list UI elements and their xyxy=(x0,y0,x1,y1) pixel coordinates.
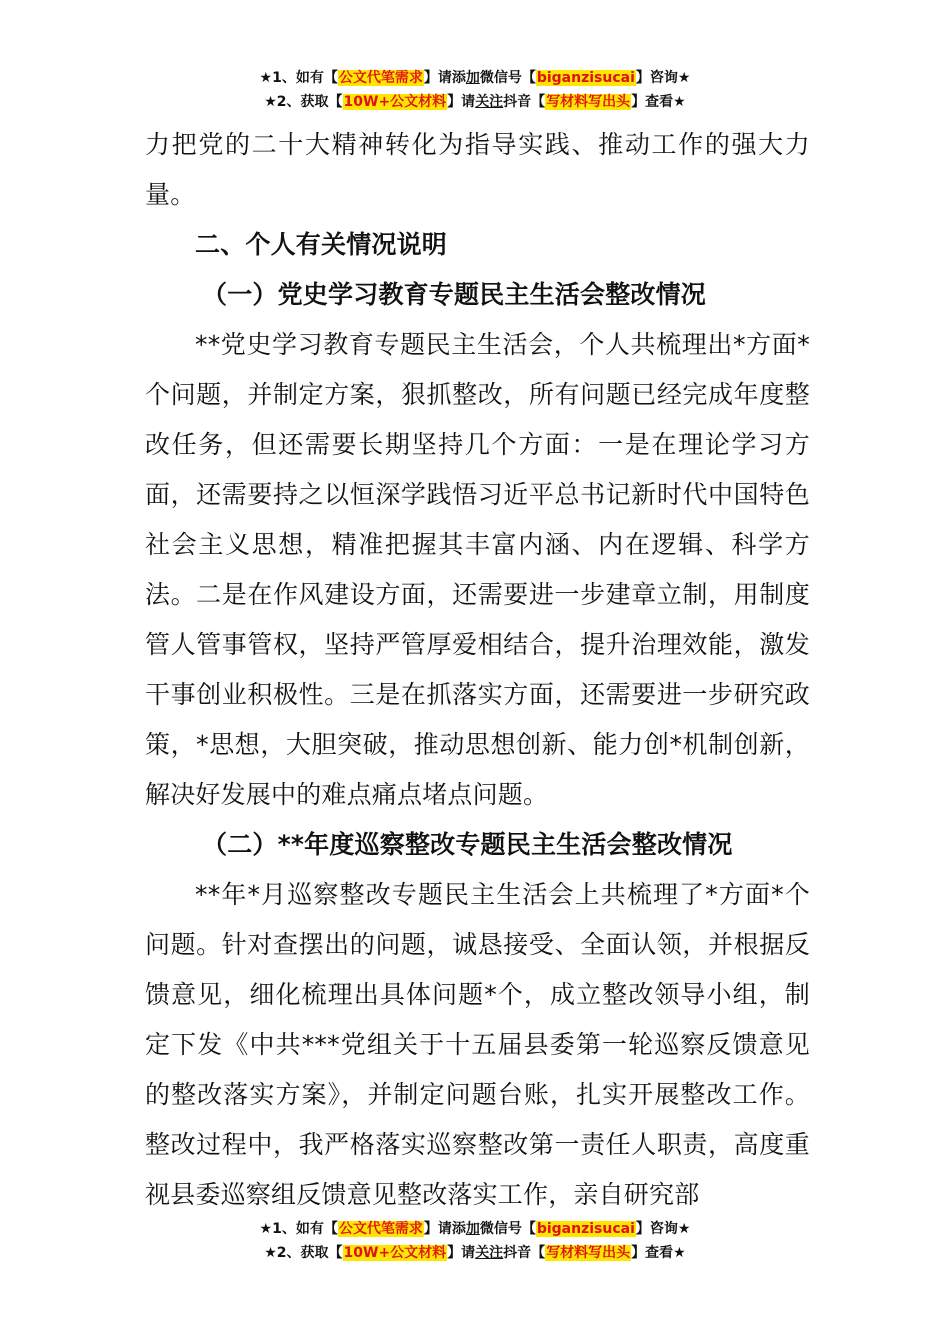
promo-highlight-wechat: biganzisucai xyxy=(536,70,635,86)
promo-highlight-materials: 10W+公文材料 xyxy=(343,1245,447,1261)
section-heading: 二、个人有关情况说明 xyxy=(195,230,448,259)
promo-highlight-douyin: 写材料写出头 xyxy=(546,1245,631,1261)
subsection-2-paragraph: **年*月巡察整改专题民主生活会上共梳理了*方面*个问题。针对查摆出的问题，诚恳接受、全面认领，并根据反馈意见，细化梳理出具体问题*个，成立整改领导小组，制定下发《中共***党组关于十五届县委第一轮巡察反馈意见的整改落实方案》，并制定问题台账，扎实开展整改工作。整改过程中，我严格落实巡察整改第一责任人职责，高度重视县委巡察组反馈意见整改落实工作，亲自研究部 xyxy=(145,880,810,1209)
promo-line-2: ★2、获取【10W+公文材料】请关注抖音【写材料写出头】查看★ xyxy=(264,1245,686,1261)
subsection-1-paragraph: **党史学习教育专题民主生活会，个人共梳理出*方面*个问题，并制定方案，狠抓整改，所有问题已经完成年度整改任务，但还需要长期坚持几个方面：一是在理论学习方面，还需要持之以恒深学践悟习近平总书记新时代中国特色社会主义思想，精准把握其丰富内涵、内在逻辑、科学方法。二是在作风建设方面，还需要进一步建章立制，用制度管人管事管权，坚持严管厚爱相结合，提升治理效能，激发干事创业积极性。三是在抓落实方面，还需要进一步研究政策，*思想，大胆突破，推动思想创新、能力创*机制创新，解决好发展中的难点痛点堵点问题。 xyxy=(145,330,810,809)
promo-highlight-service: 公文代笔需求 xyxy=(338,70,423,86)
subsection-heading-1: （一）党史学习教育专题民主生活会整改情况 xyxy=(202,280,707,309)
document-body xyxy=(145,120,810,1220)
subsection-heading-2: （二）**年度巡察整改专题民主生活会整改情况 xyxy=(202,830,733,859)
promo-highlight-douyin: 写材料写出头 xyxy=(546,94,631,110)
footer-promo-banner xyxy=(0,1217,950,1265)
continuation-paragraph: 力把党的二十大精神转化为指导实践、推动工作的强大力量。 xyxy=(145,130,810,209)
promo-highlight-service: 公文代笔需求 xyxy=(338,1221,423,1237)
promo-highlight-wechat: biganzisucai xyxy=(536,1221,635,1237)
promo-highlight-materials: 10W+公文材料 xyxy=(343,94,447,110)
promo-line-1: ★1、如有【公文代笔需求】请添加微信号【biganzisucai】咨询★ xyxy=(259,70,691,86)
header-promo-banner xyxy=(0,66,950,114)
promo-line-2: ★2、获取【10W+公文材料】请关注抖音【写材料写出头】查看★ xyxy=(264,94,686,110)
promo-line-1: ★1、如有【公文代笔需求】请添加微信号【biganzisucai】咨询★ xyxy=(259,1221,691,1237)
